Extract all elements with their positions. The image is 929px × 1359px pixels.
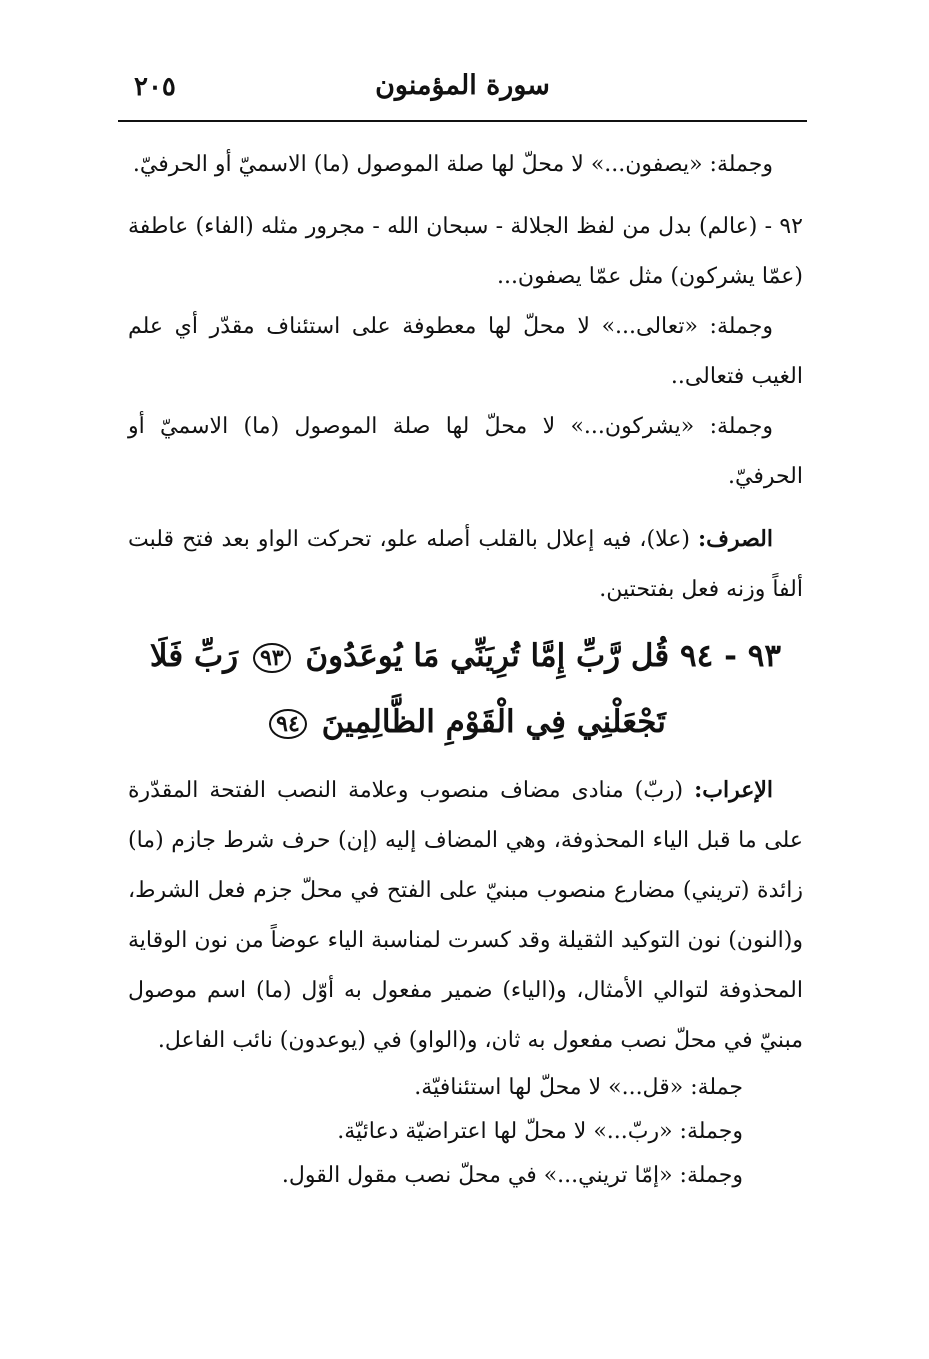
paragraph-sentence-taala: وجملة: «تعالى...» لا محلّ لها معطوفة على استئناف مقدّر أي علم الغيب فتعالى.. xyxy=(128,314,803,389)
sentence-rabbi: وجملة: «ربّ...» لا محلّ لها اعتراضيّة دعائيّة. xyxy=(337,1119,743,1144)
paragraph-sentence-yushrikun: وجملة: «يشركون...» لا محلّ لها صلة الموصول (ما) الاسميّ أو الحرفيّ. xyxy=(128,414,803,489)
paragraph-sarf xyxy=(128,514,803,615)
quran-verse xyxy=(128,623,803,755)
sentence-qul: جملة: «قل...» لا محلّ لها استئنافيّة. xyxy=(414,1075,743,1100)
sarf-text: (علا)، فيه إعلال بالقلب أصله علو، تحركت الواو بعد فتح قلبت ألفاً وزنه فعل بفتحتين. xyxy=(128,527,803,602)
verse-text-part1: قُل رَّبِّ إِمَّا تُرِيَنِّي مَا يُوعَدُونَ xyxy=(305,638,670,674)
page-header xyxy=(118,66,807,116)
sentence-imma-turiyanni: وجملة: «إمّا تريني...» في محلّ نصب مقول القول. xyxy=(281,1163,743,1188)
paragraph-irab xyxy=(128,765,803,1066)
verse-number: ٩٣ - ٩٤ xyxy=(680,638,782,674)
irab-label: الإعراب: xyxy=(694,777,773,803)
page-body xyxy=(128,140,803,1198)
surah-title: سورة المؤمنون xyxy=(375,70,550,101)
paragraph-verse-92: ٩٢ - (عالم) بدل من لفظ الجلالة - سبحان الله - مجرور مثله (الفاء) عاطفة (عمّا يشركون) مثل عمّا يصفون... xyxy=(128,214,803,289)
ayah-marker-94: ٩٤ xyxy=(269,709,307,739)
irab-text: (ربّ) منادى مضاف منصوب وعلامة النصب الفتحة المقدّرة على ما قبل الياء المحذوفة، وهي المضاف إليه (إن) حرف شرط جازم (ما) زائدة (تريني) مضارع منصوب مبنيّ على الفتح في محلّ جزم فعل الشرط، و(النون) نون التوكيد الثقيلة وقد كسرت لمناسبة الياء عوضاً من نون الوقاية المحذوفة لتوالي الأمثال، و(الياء) ضمير مفعول به أوّل (ما) اسم موصول مبنيّ في محلّ نصب مفعول به ثان، و(الواو) في (يوعدون) نائب الفاعل. xyxy=(128,778,803,1053)
ayah-marker-93: ٩٣ xyxy=(253,643,291,673)
sarf-label: الصرف: xyxy=(698,526,773,552)
paragraph-sentence-yasifun: وجملة: «يصفون...» لا محلّ لها صلة الموصول (ما) الاسميّ أو الحرفيّ. xyxy=(132,152,773,177)
sentence-analysis-list xyxy=(128,1066,803,1198)
header-divider xyxy=(118,120,807,122)
page-number: ٢٠٥ xyxy=(134,72,176,102)
verse-text-part2: رَبِّ فَلَا تَجْعَلْنِي فِي الْقَوْمِ الظَّالِمِينَ xyxy=(149,638,666,740)
